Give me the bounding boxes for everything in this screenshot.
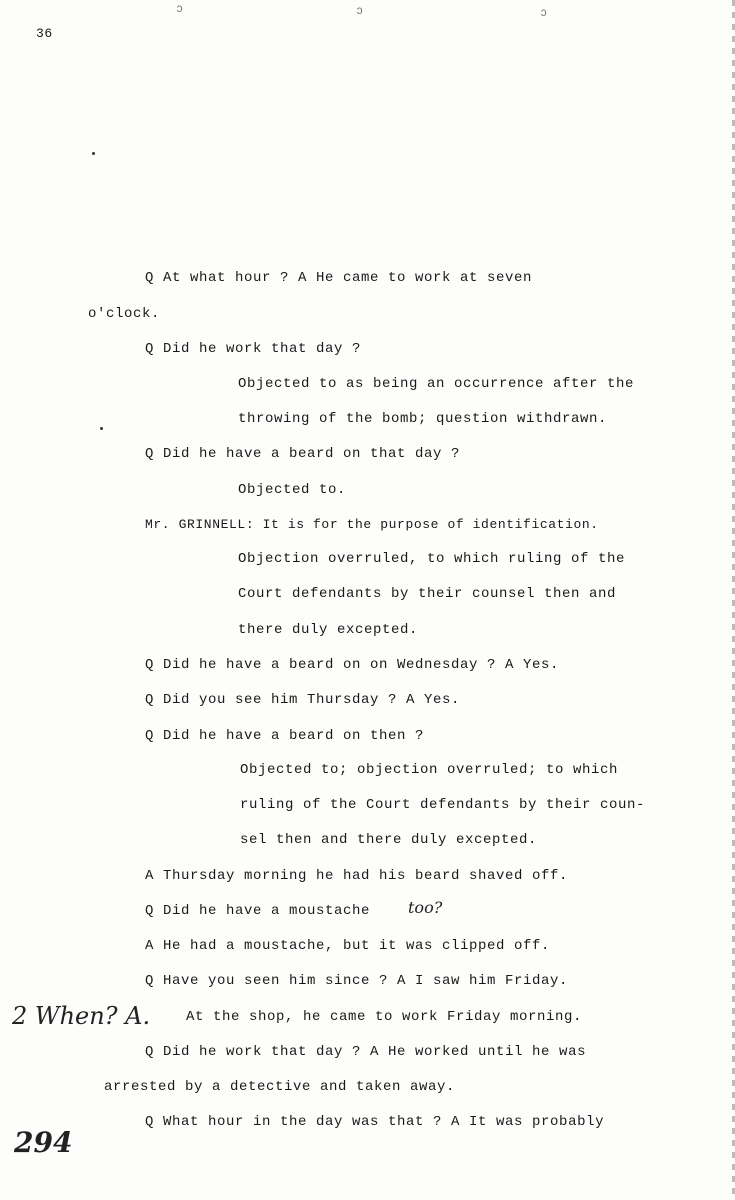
transcript-line: Q Did he have a beard on then ? xyxy=(145,728,425,744)
handwritten-folio-number: 294 xyxy=(14,1126,73,1159)
transcript-line: Q At what hour ? A He came to work at seven xyxy=(145,270,533,286)
transcript-line: Objected to as being an occurrence after the xyxy=(238,376,635,392)
transcript-line: Objected to. xyxy=(238,482,347,498)
transcript-line: there duly excepted. xyxy=(238,622,419,638)
transcript-line: Q Did he work that day ? A He worked until he was xyxy=(145,1044,587,1060)
scan-speck xyxy=(100,427,103,430)
transcript-line: ruling of the Court defendants by their coun- xyxy=(240,797,646,813)
transcript-line: At the shop, he came to work Friday morning. xyxy=(186,1009,583,1025)
transcript-line: Objection overruled, to which ruling of the xyxy=(238,551,626,567)
handwritten-inline: too? xyxy=(408,898,443,917)
transcript-line: Court defendants by their counsel then and xyxy=(238,586,617,602)
transcript-line: Q What hour in the day was that ? A It was probably xyxy=(145,1114,605,1130)
transcript-line: Q Have you seen him since ? A I saw him Friday. xyxy=(145,973,569,989)
transcript-line: o'clock. xyxy=(88,306,161,322)
scan-mark: ↄ xyxy=(540,6,548,20)
transcript-line: Q Did you see him Thursday ? A Yes. xyxy=(145,692,461,708)
transcript-line: arrested by a detective and taken away. xyxy=(104,1079,456,1095)
transcript-line: Objected to; objection overruled; to which xyxy=(240,762,619,778)
transcript-line: A He had a moustache, but it was clipped off. xyxy=(145,938,551,954)
scan-mark: ↄ xyxy=(176,2,184,16)
scan-mark: ↄ xyxy=(356,4,364,18)
scan-speck xyxy=(92,152,95,155)
transcript-line: Q Did he have a beard on on Wednesday ? A Yes. xyxy=(145,657,560,673)
transcript-line: Q Did he work that day ? xyxy=(145,341,362,357)
transcript-line: sel then and there duly excepted. xyxy=(240,832,538,848)
transcript-line: A Thursday morning he had his beard shaved off. xyxy=(145,868,569,884)
transcript-line: Q Did he have a beard on that day ? xyxy=(145,446,461,462)
transcript-line: Q Did he have a moustache xyxy=(145,903,371,919)
page-number: 36 xyxy=(36,26,53,41)
transcript-line: Mr. GRINNELL: It is for the purpose of identification. xyxy=(145,517,599,532)
transcript-line: throwing of the bomb; question withdrawn. xyxy=(238,411,608,427)
handwritten-margin-note: 2 When? A. xyxy=(12,1002,151,1030)
